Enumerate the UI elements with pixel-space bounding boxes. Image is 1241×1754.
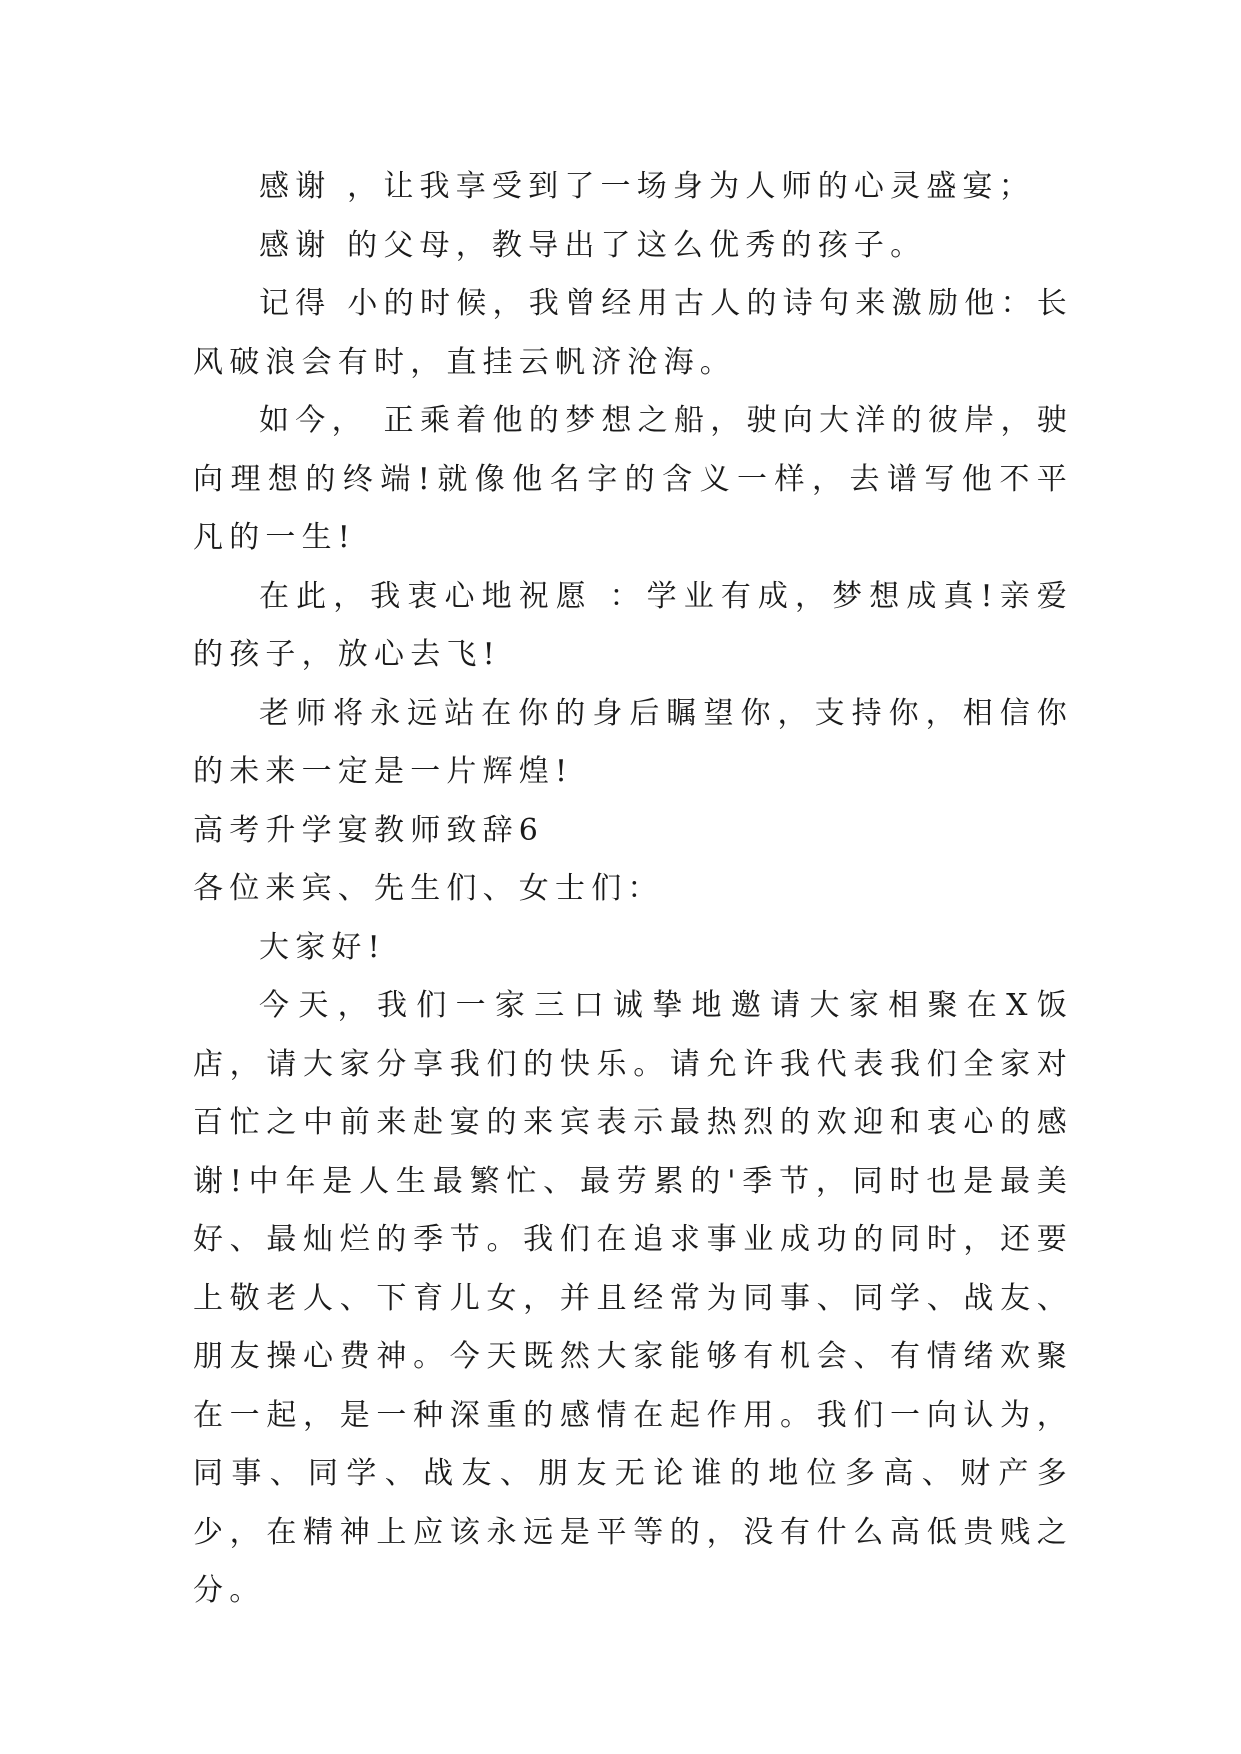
- document-body: [193, 158, 1073, 1621]
- greeting: 大家好!: [259, 929, 386, 965]
- salutation: 各位来宾、先生们、女士们：: [193, 871, 664, 906]
- paragraph-wishes: 在此，我衷心地祝愿 ：学业有成，梦想成真!亲爱的孩子，放心去飞!: [193, 578, 1073, 672]
- section-heading: 高考升学宴教师致辞6: [193, 812, 545, 848]
- paragraph-welcome-speech: 今天，我们一家三口诚挚地邀请大家相聚在X饭店，请大家分享我们的快乐。请允许我代表我们全家对百忙之中前来赴宴的来宾表示最热烈的欢迎和衷心的感谢!中年是人生最繁忙、最劳累的'季节，同时也是最美好、最灿烂的季节。我们在追求事业成功的同时，还要上敬老人、下育儿女，并且经常为同事、同学、战友、朋友操心费神。今天既然大家能够有机会、有情绪欢聚在一起，是一种深重的感情在起作用。我们一向认为，同事、同学、战友、朋友无论谁的地位多高、财产多少，在精神上应该永远是平等的，没有什么高低贵贱之分。: [193, 988, 1073, 1608]
- paragraph-teacher-support: 老师将永远站在你的身后瞩望你，支持你，相信你的未来一定是一片辉煌!: [193, 695, 1073, 789]
- paragraph-thanks-feast: 感谢 ，让我享受到了一场身为人师的心灵盛宴；: [259, 169, 1035, 204]
- paragraph-dream-ship: 如今， 正乘着他的梦想之船，驶向大洋的彼岸，驶向理想的终端!就像他名字的含义一样，去谱写他不平凡的一生!: [193, 403, 1073, 555]
- paragraph-childhood-poem: 记得 小的时候，我曾经用古人的诗句来激励他：长风破浪会有时，直挂云帆济沧海。: [193, 286, 1073, 380]
- paragraph-thanks-parents: 感谢 的父母，教导出了这么优秀的孩子。: [259, 227, 927, 263]
